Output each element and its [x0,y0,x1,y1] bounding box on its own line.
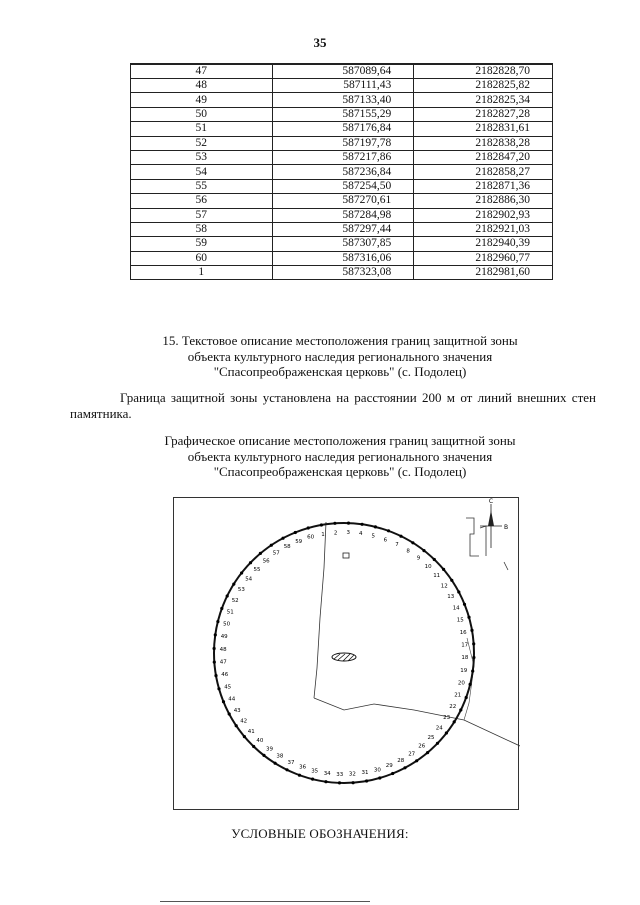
boundary-point-marker [270,544,273,547]
x-coordinate-cell: 587176,84 [272,122,414,136]
boundary-point-marker [470,629,473,632]
boundary-point-label: 23 [443,715,451,722]
boundary-point-marker [422,549,425,552]
boundary-point-marker [361,523,364,526]
boundary-point-label: 6 [383,537,388,544]
boundary-point-marker [214,674,217,677]
table-row [131,165,553,179]
point-number-cell: 53 [131,150,273,164]
footer-divider [160,901,370,902]
boundary-point-label: 52 [231,598,239,604]
boundary-point-label: 51 [226,609,234,616]
boundary-point-label: 1 [321,531,325,538]
x-coordinate-cell: 587197,78 [272,136,414,150]
y-coordinate-cell: 2182902,93 [414,208,553,222]
boundary-point-label: 25 [427,735,435,742]
boundary-point-marker [352,781,355,784]
point-number-cell: 54 [131,165,273,179]
boundary-point-marker [433,558,436,561]
boundary-point-marker [226,594,229,597]
boundary-point-label: 30 [373,767,381,774]
y-coordinate-cell: 2182825,34 [414,93,553,107]
boundary-point-marker [365,779,368,782]
boundary-point-marker [472,642,475,645]
boundary-point-label: 40 [256,738,264,744]
boundary-point-label: 47 [219,659,227,666]
boundary-point-marker [235,724,238,727]
boundary-point-label: 10 [424,564,432,570]
boundary-point-label: 24 [435,725,443,732]
x-coordinate-cell: 587254,50 [272,179,414,193]
boundary-point-marker [457,590,460,593]
boundary-point-marker [338,781,341,784]
boundary-point-label: 53 [237,586,245,593]
boundary-point-marker [347,522,350,525]
boundary-point-label: 35 [311,768,319,775]
boundary-point-label: 11 [433,573,441,580]
boundary-point-marker [450,579,453,582]
x-coordinate-cell: 587270,61 [272,194,414,208]
boundary-point-label: 21 [454,692,462,699]
table-row [131,251,553,265]
section-heading-line: "Спасопреображенская церковь" (с. Подолец) [213,364,467,379]
road-line [314,698,520,746]
boundary-point-marker [459,708,462,711]
boundary-point-marker [232,583,235,586]
boundary-point-label: 2 [333,530,338,537]
y-coordinate-cell: 2182886,30 [414,194,553,208]
boundary-point-label: 56 [262,558,270,565]
x-coordinate-cell: 587297,44 [272,222,414,236]
boundary-point-label: 18 [461,655,469,662]
table-row [131,79,553,93]
legend-heading: УСЛОВНЫЕ ОБОЗНАЧЕНИЯ: [231,826,409,841]
y-coordinate-cell: 2182827,28 [414,107,553,121]
table-row [131,179,553,193]
table-row [131,194,553,208]
boundary-point-label: 34 [323,770,331,777]
boundary-point-marker [426,751,429,754]
table-row [131,237,553,251]
coordinates-table-body [131,64,553,280]
graphic-heading-line: "Спасопреображенская церковь" (с. Подолец) [213,464,467,479]
table-row [131,222,553,236]
boundary-point-marker [467,616,470,619]
boundary-point-marker [311,778,314,781]
y-coordinate-cell: 2182940,39 [414,237,553,251]
boundary-point-marker [243,735,246,738]
compass [480,498,508,548]
boundary-point-marker [294,531,297,534]
boundary-point-label: 8 [406,548,410,555]
table-row [131,64,553,79]
x-coordinate-cell: 587111,43 [272,79,414,93]
x-coordinate-cell: 587089,64 [272,64,414,79]
y-coordinate-cell: 2182871,36 [414,179,553,193]
boundary-point-marker [465,696,468,699]
boundary-point-marker [307,526,310,529]
point-number-cell: 1 [131,266,273,280]
x-coordinate-cell: 587133,40 [272,93,414,107]
boundary-point-marker [442,568,445,571]
boundary-point-marker [324,780,327,783]
boundary-point-marker [222,700,225,703]
point-number-cell: 56 [131,194,273,208]
boundary-point-marker [220,607,223,610]
point-number-cell: 48 [131,79,273,93]
boundary-point-marker [399,535,402,538]
point-number-cell: 51 [131,122,273,136]
point-number-cell: 52 [131,136,273,150]
boundary-point-marker [391,772,394,775]
boundary-point-label: 22 [449,704,457,710]
road-line [464,638,474,720]
point-number-cell: 47 [131,64,273,79]
boundary-point-label: 45 [224,684,232,691]
boundary-point-label: 17 [461,642,469,649]
structure-outline [480,526,486,556]
table-row [131,107,553,121]
point-number-cell: 59 [131,237,273,251]
boundary-point-label: 5 [371,533,376,540]
boundary-point-label: 15 [456,617,464,624]
boundary-point-label: 59 [295,538,303,545]
boundary-point-marker [472,656,475,659]
page-number: 35 [313,35,327,50]
boundary-point-label: 31 [361,770,369,777]
structure-outline [466,518,479,556]
boundary-point-label: 55 [253,566,261,573]
boundary-point-marker [213,647,216,650]
table-row [131,208,553,222]
compass-east-label: В [504,524,509,531]
boundary-map-drawing [174,498,520,811]
boundary-point-marker [281,537,284,540]
y-coordinate-cell: 2182831,61 [414,122,553,136]
boundary-point-label: 39 [266,746,273,753]
boundary-point-label: 20 [457,680,465,687]
boundary-point-label: 12 [440,583,448,590]
boundary-point-marker [387,529,390,532]
compass-north-label: С [488,498,494,505]
boundary-point-label: 50 [223,621,231,628]
boundary-point-marker [217,687,220,690]
boundary-point-label: 42 [240,718,248,725]
boundary-point-marker [469,683,472,686]
boundary-point-marker [453,720,456,723]
y-coordinate-cell: 2182981,60 [414,266,553,280]
boundary-point-label: 26 [418,743,426,750]
boundary-point-label: 44 [228,696,236,703]
section-heading-line: объекта культурного наследия регионального значения [187,348,493,364]
graphic-heading-line: объекта культурного наследия регионального значения [187,448,493,464]
boundary-point-marker [262,754,265,757]
table-row [131,150,553,164]
zone-description-text: Граница защитной зоны установлена на расстоянии 200 м от линий внешних стен памятника. [70,390,596,421]
point-number-cell: 55 [131,179,273,193]
graphic-heading-line: Графическое описание местоположения границ защитной зоны [164,433,516,448]
coordinates-table [130,63,553,280]
y-coordinate-cell: 2182828,70 [414,64,553,79]
x-coordinate-cell: 587323,08 [272,266,414,280]
boundary-point-marker [463,603,466,606]
boundary-point-label: 4 [359,531,363,538]
boundary-point-label: 54 [245,576,253,583]
boundary-point-label: 29 [385,763,393,770]
boundary-point-label: 48 [219,646,227,653]
boundary-point-marker [228,712,231,715]
boundary-point-label: 28 [397,757,405,764]
boundary-point-marker [252,745,255,748]
boundary-point-marker [403,766,406,769]
table-row [131,266,553,280]
road-line [314,522,326,698]
x-coordinate-cell: 587307,85 [272,237,414,251]
building-marker [343,553,349,558]
boundary-map [173,497,519,810]
boundary-point-label: 19 [460,667,468,674]
x-coordinate-cell: 587316,06 [272,251,414,265]
x-coordinate-cell: 587155,29 [272,107,414,121]
boundary-point-marker [374,525,377,528]
point-number-cell: 58 [131,222,273,236]
y-coordinate-cell: 2182921,03 [414,222,553,236]
boundary-point-marker [213,661,216,664]
boundary-point-label: 60 [307,534,315,541]
boundary-point-marker [216,620,219,623]
boundary-point-marker [285,768,288,771]
x-coordinate-cell: 587284,98 [272,208,414,222]
boundary-point-marker [259,552,262,555]
boundary-point-label: 36 [299,764,307,771]
boundary-point-marker [471,670,474,673]
point-number-cell: 57 [131,208,273,222]
boundary-point-label: 32 [348,771,356,778]
boundary-point-label: 7 [395,542,399,549]
boundary-point-label: 37 [287,759,295,766]
y-coordinate-cell: 2182838,28 [414,136,553,150]
boundary-point-marker [411,541,414,544]
boundary-point-marker [436,742,439,745]
table-row [131,93,553,107]
boundary-point-marker [298,774,301,777]
boundary-point-marker [274,762,277,765]
boundary-point-label: 58 [283,544,291,551]
boundary-point-label: 38 [276,753,284,760]
boundary-point-marker [445,731,448,734]
y-coordinate-cell: 2182858,27 [414,165,553,179]
boundary-point-label: 46 [221,672,229,678]
point-number-cell: 60 [131,251,273,265]
y-coordinate-cell: 2182847,20 [414,150,553,164]
boundary-point-label: 16 [459,630,467,636]
point-number-cell: 49 [131,93,273,107]
table-row [131,122,553,136]
graphic-heading [70,433,610,480]
section-heading [70,333,610,380]
boundary-point-label: 57 [272,550,280,557]
boundary-point-label: 33 [336,771,344,778]
boundary-point-label: 49 [220,634,228,641]
x-coordinate-cell: 587217,86 [272,150,414,164]
boundary-point-marker [240,571,243,574]
point-number-cell: 50 [131,107,273,121]
boundary-point-marker [249,561,252,564]
x-coordinate-cell: 587236,84 [272,165,414,179]
boundary-point-marker [320,523,323,526]
boundary-point-marker [333,522,336,525]
boundary-point-label: 13 [447,594,455,601]
zone-description-paragraph [70,390,596,422]
boundary-point-marker [415,759,418,762]
table-row [131,136,553,150]
boundary-point-label: 41 [247,728,255,735]
boundary-point-label: 3 [346,530,350,537]
boundary-point-marker [378,776,381,779]
boundary-point-label: 9 [416,555,421,562]
section-heading-line: 15. Текстовое описание местоположения границ защитной зоны [162,333,518,348]
structure-outline [504,562,508,570]
y-coordinate-cell: 2182825,82 [414,79,553,93]
boundary-point-label: 27 [408,751,416,758]
boundary-point-marker [214,633,217,636]
boundary-point-label: 43 [233,707,241,714]
y-coordinate-cell: 2182960,77 [414,251,553,265]
boundary-point-label: 14 [452,605,460,612]
